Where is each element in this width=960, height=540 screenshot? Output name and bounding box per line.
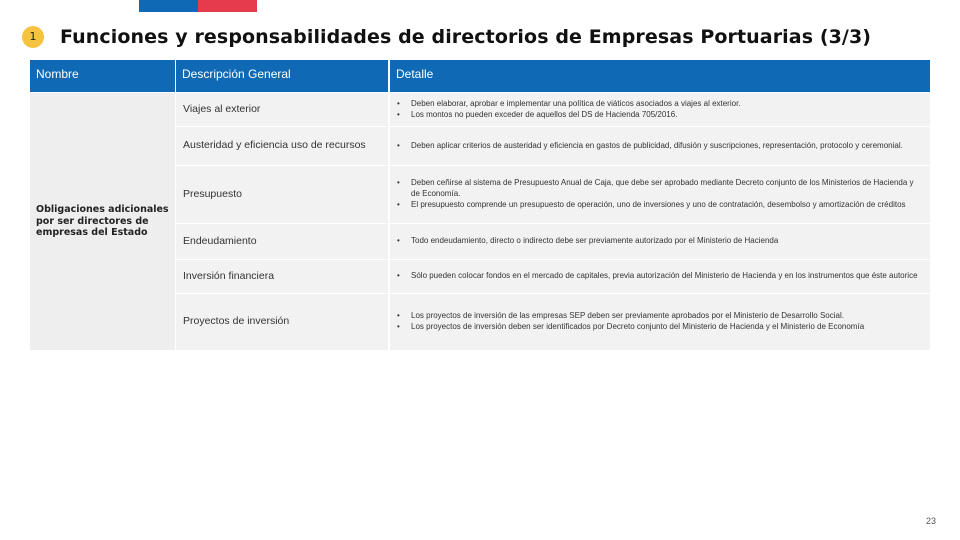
detail-item: • Deben aplicar criterios de austeridad y eficiencia en gastos de publicidad, difusión y suscripciones, representación, protocolo y ceremonial.	[411, 141, 903, 152]
header-nombre: Nombre	[30, 60, 175, 92]
row-detail	[390, 166, 930, 223]
row-detail	[390, 294, 930, 350]
detail-list	[396, 271, 918, 282]
header-detalle: Detalle	[390, 60, 930, 92]
brand-bar-red	[198, 0, 257, 12]
detail-item: • Los proyectos de inversión deben ser identificados por Decreto conjunto del Ministerio de Hacienda y el Ministerio de Economía	[411, 322, 864, 333]
detail-list	[396, 236, 778, 247]
detail-item: • El presupuesto comprende un presupuesto de operación, uno de inversiones y uno de contratación, desembolso y amortización de créditos	[411, 200, 924, 211]
detail-item: • Los proyectos de inversión de las empresas SEP deben ser previamente aprobados por el Ministerio de Desarrollo Social.	[411, 311, 864, 322]
row-detail	[390, 93, 930, 126]
slide-title: Funciones y responsabilidades de directorios de Empresas Portuarias (3/3)	[60, 26, 872, 48]
description-text: Endeudamiento	[183, 234, 257, 247]
row-description	[176, 93, 388, 126]
detail-list	[396, 99, 741, 121]
page-number: 23	[925, 516, 936, 526]
brand-bar	[139, 0, 257, 12]
name-cell-text: Obligaciones adicionales por ser directores de empresas del Estado	[36, 204, 169, 239]
description-text: Inversión financiera	[183, 269, 275, 282]
row-description	[176, 224, 388, 259]
detail-list	[396, 311, 864, 333]
name-cell	[30, 93, 175, 350]
row-description	[176, 294, 388, 350]
detail-item: • Todo endeudamiento, directo o indirecto debe ser previamente autorizado por el Ministerio de Hacienda	[411, 236, 778, 247]
row-description	[176, 127, 388, 165]
row-detail	[390, 260, 930, 293]
row-description	[176, 166, 388, 223]
detail-item: • Deben ceñirse al sistema de Presupuesto Anual de Caja, que debe ser aprobado mediante Decreto conjunto de los Ministerios de Hacienda y de Economía.	[411, 178, 924, 200]
detail-item: • Los montos no pueden exceder de aquellos del DS de Hacienda 705/2016.	[411, 110, 741, 121]
brand-bar-blue	[139, 0, 198, 12]
description-text: Presupuesto	[183, 187, 242, 200]
detail-item: • Sólo pueden colocar fondos en el mercado de capitales, previa autorización del Ministerio de Hacienda y en los instrumentos que éste autorice	[411, 271, 918, 282]
description-text: Viajes al exterior	[183, 102, 261, 115]
section-number-badge: 1	[22, 26, 44, 48]
row-detail	[390, 224, 930, 259]
header-descripcion: Descripción General	[176, 60, 388, 92]
row-detail	[390, 127, 930, 165]
description-text: Austeridad y eficiencia uso de recursos	[183, 139, 366, 152]
detail-item: • Deben elaborar, aprobar e implementar una política de viáticos asociados a viajes al exterior.	[411, 99, 741, 110]
row-description	[176, 260, 388, 293]
description-text: Proyectos de inversión	[183, 315, 290, 328]
detail-list	[396, 178, 924, 210]
detail-list	[396, 141, 903, 152]
